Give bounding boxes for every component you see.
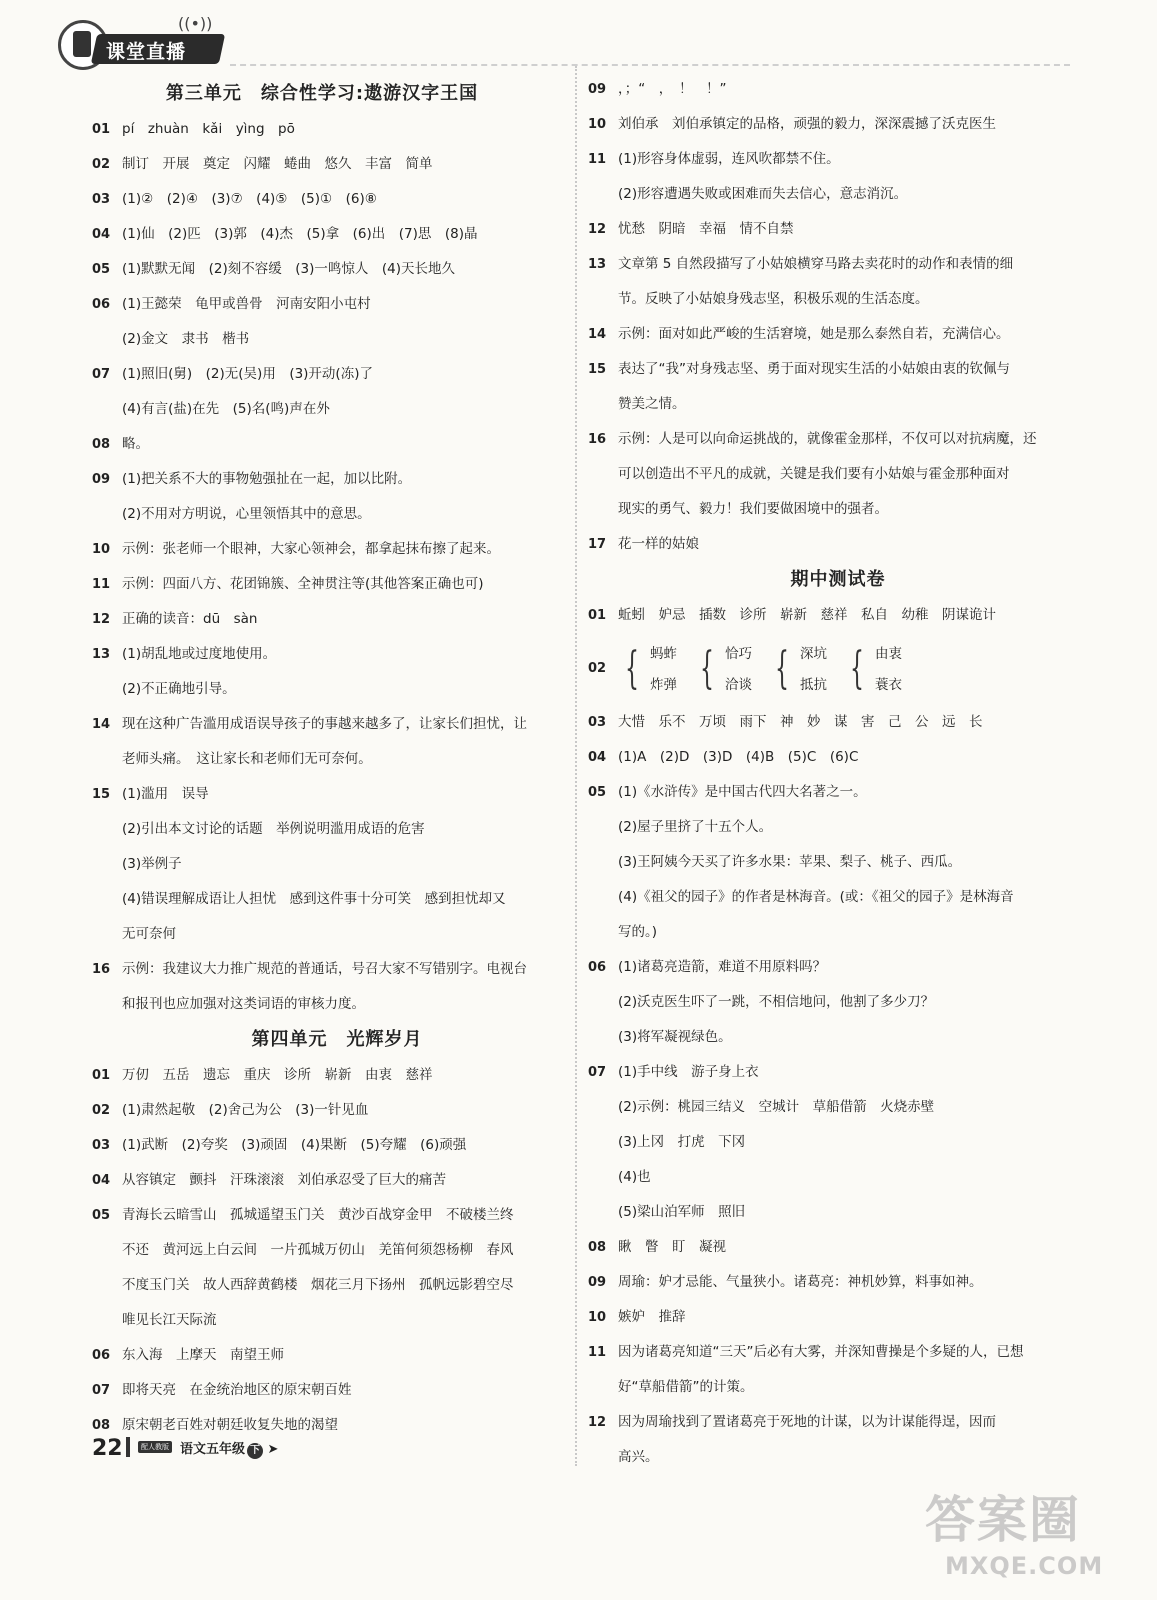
answer-item xyxy=(92,287,582,322)
answer-text: (1)照旧(舅) (2)无(吴)用 (3)开动(冻)了 xyxy=(122,366,373,382)
answer-number: 01 xyxy=(92,1068,111,1083)
answer-number: 13 xyxy=(92,647,111,662)
answer-number: 03 xyxy=(92,1138,111,1153)
section-title-unit4: 第四单元 光辉岁月 xyxy=(251,1029,423,1050)
answer-continuation: 高兴。 xyxy=(618,1449,659,1465)
brace-word-pair xyxy=(768,638,827,700)
answer-item xyxy=(588,212,1088,247)
answer-number: 07 xyxy=(92,367,111,382)
watermark xyxy=(925,1480,1135,1590)
answer-number: 10 xyxy=(588,1310,607,1325)
brace-word-pair xyxy=(693,638,752,700)
answer-number: 07 xyxy=(588,1065,607,1080)
unit4-continued-list xyxy=(588,72,1088,562)
answer-text: (1)手中线 游子身上衣 xyxy=(618,1064,759,1080)
answer-number: 04 xyxy=(92,1173,111,1188)
answer-text: (1)仙 (2)匹 (3)郭 (4)杰 (5)拿 (6)出 (7)思 (8)晶 xyxy=(122,226,478,242)
answer-continuation: (2)屋子里挤了十五个人。 xyxy=(618,819,773,835)
answer-item xyxy=(588,247,1088,282)
answer-continuation: (4)也 xyxy=(618,1169,651,1185)
answer-number: 03 xyxy=(92,192,111,207)
answer-number: 05 xyxy=(92,1208,111,1223)
answer-item xyxy=(588,1230,1088,1265)
right-column xyxy=(588,76,1088,1475)
answer-item xyxy=(588,775,1088,810)
answer-number: 16 xyxy=(588,432,607,447)
answer-continuation: 老师头痛。 这让家长和老师们无可奈何。 xyxy=(122,751,372,767)
answer-item xyxy=(92,357,582,392)
answer-continuation: 写的。) xyxy=(618,924,658,940)
answer-number: 15 xyxy=(92,787,111,802)
answer-number: 06 xyxy=(92,297,111,312)
footer-bar xyxy=(126,1437,130,1457)
answer-text: 瞅 瞥 盯 凝视 xyxy=(618,1239,726,1255)
answer-number: 17 xyxy=(588,537,607,552)
answer-continuation: (3)上冈 打虎 下冈 xyxy=(618,1134,746,1150)
brace-icon: { xyxy=(850,643,864,694)
answer-text: (1)胡乱地或过度地使用。 xyxy=(122,646,277,662)
answer-item xyxy=(588,1265,1088,1300)
arrow-icon: ➤ xyxy=(267,1442,279,1457)
answer-item xyxy=(588,142,1088,177)
answer-text: (1)《水浒传》是中国古代四大名著之一。 xyxy=(618,784,867,800)
answer-text: 示例：我建议大力推广规范的普通话，号召大家不写错别字。电视台 xyxy=(122,961,527,977)
answer-text: 万仞 五岳 遗忘 重庆 诊所 崭新 由衷 慈祥 xyxy=(122,1067,433,1083)
answer-item xyxy=(92,1093,582,1128)
answer-continuation: (4)《祖父的园子》的作者是林海音。(或：《祖父的园子》是林海音 xyxy=(618,889,1014,905)
answer-text: (1)王懿荣 龟甲或兽骨 河南安阳小屯村 xyxy=(122,296,371,312)
answer-item xyxy=(92,602,582,637)
answer-item xyxy=(92,777,582,812)
answer-continuation: 不度玉门关 故人西辞黄鹤楼 烟花三月下扬州 孤帆远影碧空尽 xyxy=(122,1277,514,1293)
answer-text: 忧愁 阴暗 幸福 情不自禁 xyxy=(618,221,794,237)
answer-number: 06 xyxy=(588,960,607,975)
answer-item xyxy=(588,72,1088,107)
answer-number: 09 xyxy=(92,472,111,487)
answer-text: (1)滥用 误导 xyxy=(122,786,209,802)
answer-text: 示例：面对如此严峻的生活窘境，她是那么泰然自若，充满信心。 xyxy=(618,326,1010,342)
answer-continuation: 可以创造出不平凡的成就，关键是我们要有小姑娘与霍金那种面对 xyxy=(618,466,1010,482)
answer-number: 06 xyxy=(92,1348,111,1363)
answer-text: (1)武断 (2)夸奖 (3)顽固 (4)果断 (5)夸耀 (6)顽强 xyxy=(122,1137,467,1153)
answer-item xyxy=(92,532,582,567)
answer-text: 因为诸葛亮知道“三天”后必有大雾，并深知曹操是个多疑的人，已想 xyxy=(618,1344,1024,1360)
answer-text: 正确的读音：dū sàn xyxy=(122,611,258,627)
answer-item xyxy=(588,1405,1088,1440)
answer-text: 示例：四面八方、花团锦簇、全神贯注等(其他答案正确也可) xyxy=(122,576,484,592)
brace-word-pair xyxy=(618,638,677,700)
logo-text: 课堂直播 xyxy=(106,41,187,63)
volume-badge: 下 xyxy=(247,1443,263,1459)
pair-word: 炸弹 xyxy=(650,676,677,693)
answer-item xyxy=(588,317,1088,352)
watermark-url: MXQE.COM xyxy=(945,1552,1104,1580)
answer-number: 15 xyxy=(588,362,607,377)
answer-item xyxy=(588,705,1088,740)
answer-number: 03 xyxy=(588,715,607,730)
answer-number: 14 xyxy=(588,327,607,342)
answer-item xyxy=(588,740,1088,775)
answer-text: 表达了“我”对身残志坚、勇于面对现实生活的小姑娘由衷的钦佩与 xyxy=(618,361,1010,377)
answer-item xyxy=(588,950,1088,985)
answer-item xyxy=(92,707,582,742)
answer-continuation: 无可奈何 xyxy=(122,926,176,942)
pair-word: 恰巧 xyxy=(725,645,752,662)
answer-number: 02 xyxy=(588,661,607,676)
answer-continuation: 不还 黄河远上白云间 一片孤城万仞山 羌笛何须怨杨柳 春风 xyxy=(122,1242,514,1258)
brand-logo xyxy=(58,14,228,68)
answer-text: 刘伯承 刘伯承镇定的品格，顽强的毅力，深深震撼了沃克医生 xyxy=(618,116,996,132)
book-subject: 语文五年级 xyxy=(180,1442,246,1457)
answer-number: 11 xyxy=(92,577,111,592)
answer-text: (1)把关系不大的事物勉强扯在一起，加以比附。 xyxy=(122,471,412,487)
answer-number: 08 xyxy=(92,1418,111,1433)
answer-number: 12 xyxy=(92,612,111,627)
answer-number: 10 xyxy=(588,117,607,132)
answer-continuation: 赞美之情。 xyxy=(618,396,686,412)
answer-number: 11 xyxy=(588,152,607,167)
answer-continuation: (2)不用对方明说，心里领悟其中的意思。 xyxy=(122,506,371,522)
answer-item xyxy=(588,598,1088,633)
answer-text: 文章第 5 自然段描写了小姑娘横穿马路去卖花时的动作和表情的细 xyxy=(618,256,1014,272)
unit4-answer-list xyxy=(92,1058,582,1443)
signal-icon: ((•)) xyxy=(178,14,213,33)
brace-icon: { xyxy=(700,643,714,694)
answer-number: 16 xyxy=(92,962,111,977)
answer-number: 01 xyxy=(92,122,111,137)
answer-text: 示例：张老师一个眼神，大家心领神会，都拿起抹布擦了起来。 xyxy=(122,541,500,557)
answer-text: 制订 开展 奠定 闪耀 蜷曲 悠久 丰富 简单 xyxy=(122,156,433,172)
answer-item xyxy=(588,422,1088,457)
answer-text: 蚯蚓 妒忌 插数 诊所 崭新 慈祥 私自 幼稚 阴谋诡计 xyxy=(618,607,996,623)
answer-text: (1)默默无闻 (2)刻不容缓 (3)一鸣惊人 (4)天长地久 xyxy=(122,261,455,277)
answer-continuation: (2)示例：桃园三结义 空城计 草船借箭 火烧赤壁 xyxy=(618,1099,935,1115)
answer-item xyxy=(92,252,582,287)
pair-word: 蚂蚱 xyxy=(650,645,677,662)
answer-item xyxy=(92,1198,582,1233)
answer-number: 08 xyxy=(92,437,111,452)
answer-continuation: (5)梁山泊军师 照旧 xyxy=(618,1204,746,1220)
answer-text: 现在这种广告滥用成语误导孩子的事越来越多了，让家长们担忧，让 xyxy=(122,716,527,732)
answer-item xyxy=(92,637,582,672)
answer-text: (1)② (2)④ (3)⑦ (4)⑤ (5)① (6)⑧ xyxy=(122,191,377,207)
answer-number: 01 xyxy=(588,608,607,623)
section-title-midterm: 期中测试卷 xyxy=(790,569,886,590)
brace-word-pair xyxy=(843,638,902,700)
answer-continuation: 好“草船借箭”的计策。 xyxy=(618,1379,754,1395)
answer-text: 略。 xyxy=(122,436,149,452)
answer-item xyxy=(92,1058,582,1093)
answer-number: 02 xyxy=(92,1103,111,1118)
answer-item xyxy=(588,527,1088,562)
answer-item xyxy=(92,567,582,602)
answer-text: 青海长云暗雪山 孤城遥望玉门关 黄沙百战穿金甲 不破楼兰终 xyxy=(122,1207,514,1223)
answer-text: (1)A (2)D (3)D (4)B (5)C (6)C xyxy=(618,749,859,765)
answer-continuation: (4)有言(盐)在先 (5)名(鸣)声在外 xyxy=(122,401,330,417)
answer-number: 05 xyxy=(92,262,111,277)
pair-word: 蓑衣 xyxy=(875,676,902,693)
page-number: 22 xyxy=(92,1436,123,1461)
answer-item xyxy=(92,952,582,987)
answer-continuation: (3)举例子 xyxy=(122,856,182,872)
publisher-badge: 配人教版 xyxy=(138,1441,172,1453)
answer-number: 09 xyxy=(588,1275,607,1290)
answer-number: 08 xyxy=(588,1240,607,1255)
answer-text: (1)肃然起敬 (2)舍己为公 (3)一针见血 xyxy=(122,1102,369,1118)
answer-item xyxy=(588,352,1088,387)
answer-continuation: 唯见长江天际流 xyxy=(122,1312,217,1328)
pair-word: 抵抗 xyxy=(800,676,827,693)
answer-number: 14 xyxy=(92,717,111,732)
answer-number: 11 xyxy=(588,1345,607,1360)
answer-item xyxy=(588,1335,1088,1370)
answer-text: 周瑜：妒才忌能、气量狭小。诸葛亮：神机妙算，料事如神。 xyxy=(618,1274,983,1290)
pair-word: 由衷 xyxy=(875,645,902,662)
book-title xyxy=(180,1438,278,1459)
answer-item xyxy=(92,112,582,147)
answer-text: ，；“ ， ！ ！” xyxy=(618,81,727,97)
unit3-answer-list xyxy=(92,112,582,1022)
answer-number: 10 xyxy=(92,542,111,557)
watermark-logo-text: 答案圈 xyxy=(925,1490,1081,1549)
answer-continuation: 现实的勇气、毅力！我们要做困境中的强者。 xyxy=(618,501,888,517)
answer-text: 嫉妒 推辞 xyxy=(618,1309,686,1325)
answer-continuation: (3)王阿姨今天买了许多水果：苹果、梨子、桃子、西瓜。 xyxy=(618,854,962,870)
answer-item xyxy=(92,182,582,217)
answer-item xyxy=(588,107,1088,142)
answer-text: 因为周瑜找到了置诸葛亮于死地的计谋，以为计谋能得逞，因而 xyxy=(618,1414,996,1430)
answer-number: 02 xyxy=(92,157,111,172)
answer-continuation: 节。反映了小姑娘身残志坚，积极乐观的生活态度。 xyxy=(618,291,929,307)
answer-text: pí zhuàn kǎi yìng pō xyxy=(122,121,295,137)
answer-number: 12 xyxy=(588,1415,607,1430)
answer-number: 05 xyxy=(588,785,607,800)
answer-item xyxy=(92,1408,582,1443)
left-column xyxy=(92,76,582,1443)
answer-item xyxy=(588,1300,1088,1335)
answer-item-brace xyxy=(588,633,1088,705)
answer-item xyxy=(92,1163,582,1198)
answer-text: 花一样的姑娘 xyxy=(618,536,699,552)
answer-text: 示例：人是可以向命运挑战的，就像霍金那样，不仅可以对抗病魔，还 xyxy=(618,431,1037,447)
answer-number: 13 xyxy=(588,257,607,272)
answer-text: 从容镇定 颤抖 汗珠滚滚 刘伯承忍受了巨大的痛苦 xyxy=(122,1172,446,1188)
answer-text: (1)诸葛亮造箭，难道不用原料吗？ xyxy=(618,959,827,975)
answer-number: 12 xyxy=(588,222,607,237)
answer-continuation: (2)不正确地引导。 xyxy=(122,681,236,697)
brace-icon: { xyxy=(625,643,639,694)
midterm-answer-list xyxy=(588,705,1088,1475)
pair-word: 深坑 xyxy=(800,645,827,662)
answer-continuation: 和报刊也应加强对这类词语的审核力度。 xyxy=(122,996,365,1012)
answer-continuation: (2)沃克医生吓了一跳，不相信地问，他割了多少刀？ xyxy=(618,994,935,1010)
answer-number: 07 xyxy=(92,1383,111,1398)
answer-item xyxy=(92,427,582,462)
answer-continuation: (2)金文 隶书 楷书 xyxy=(122,331,250,347)
answer-item xyxy=(92,147,582,182)
brace-icon: { xyxy=(775,643,789,694)
answer-continuation: (3)将军凝视绿色。 xyxy=(618,1029,732,1045)
header-rule xyxy=(230,64,1070,66)
answer-item xyxy=(588,1055,1088,1090)
answer-text: 原宋朝老百姓对朝廷收复失地的渴望 xyxy=(122,1417,338,1433)
answer-number: 04 xyxy=(92,227,111,242)
answer-item xyxy=(92,1338,582,1373)
answer-item xyxy=(92,217,582,252)
pair-word: 洽谈 xyxy=(725,676,752,693)
answer-number: 09 xyxy=(588,82,607,97)
section-title-unit3: 第三单元 综合性学习:遨游汉字王国 xyxy=(165,83,479,104)
answer-continuation: (4)错误理解成语让人担忧 感到这件事十分可笑 感到担忧却又 xyxy=(122,891,506,907)
answer-continuation: (2)引出本文讨论的话题 举例说明滥用成语的危害 xyxy=(122,821,425,837)
answer-item xyxy=(92,1128,582,1163)
answer-text: 大惜 乐不 万顷 雨下 神 妙 谋 害 己 公 远 长 xyxy=(618,714,983,730)
answer-text: (1)形容身体虚弱，连风吹都禁不住。 xyxy=(618,151,840,167)
answer-text: 东入海 上摩天 南望王师 xyxy=(122,1347,284,1363)
answer-item xyxy=(92,462,582,497)
answer-text: 即将天亮 在金统治地区的原宋朝百姓 xyxy=(122,1382,352,1398)
answer-number: 04 xyxy=(588,750,607,765)
answer-continuation: (2)形容遭遇失败或困难而失去信心，意志消沉。 xyxy=(618,186,908,202)
answer-item xyxy=(92,1373,582,1408)
